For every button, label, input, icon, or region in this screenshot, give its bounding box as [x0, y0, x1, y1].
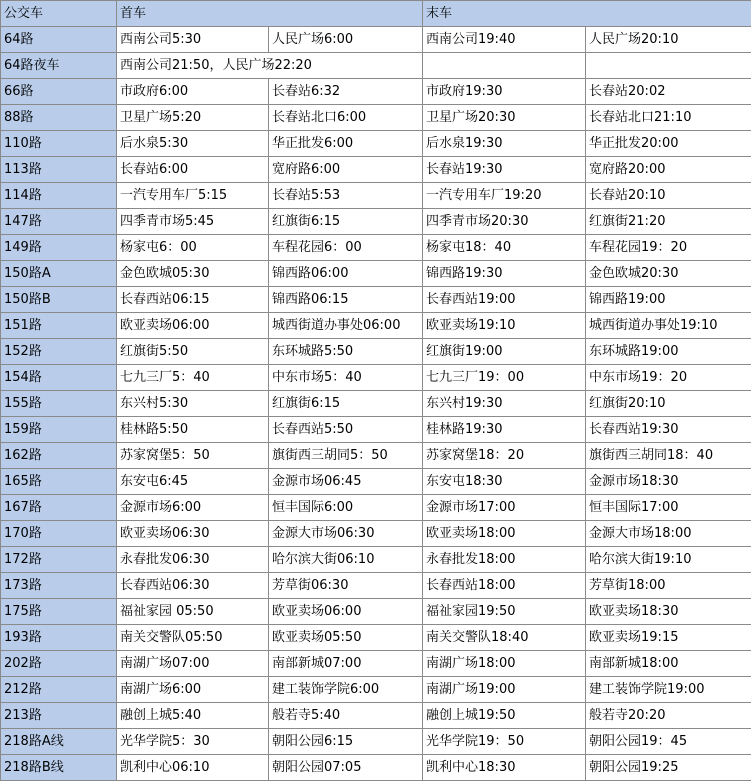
header-route: 公交车 [1, 1, 117, 27]
last-bus-start-cell: 锦西路19:30 [423, 261, 586, 287]
last-bus-end-cell: 金色欧城20:30 [586, 261, 751, 287]
table-row [1, 625, 751, 651]
table-row [1, 703, 751, 729]
first-bus-end-cell: 红旗街6:15 [269, 209, 423, 235]
first-bus-start-cell: 红旗街5:50 [117, 339, 269, 365]
table-row [1, 443, 751, 469]
table-row [1, 521, 751, 547]
first-bus-end-cell: 红旗街6:15 [269, 391, 423, 417]
last-bus-start-cell: 长春站19:30 [423, 157, 586, 183]
header-row [1, 1, 751, 27]
last-bus-end-cell: 恒丰国际17:00 [586, 495, 751, 521]
route-cell: 154路 [1, 365, 117, 391]
last-bus-start-cell: 凯利中心18:30 [423, 755, 586, 781]
route-cell: 155路 [1, 391, 117, 417]
last-bus-start-cell: 杨家屯18：40 [423, 235, 586, 261]
first-bus-end-cell: 朝阳公园6:15 [269, 729, 423, 755]
first-bus-start-cell: 永春批发06:30 [117, 547, 269, 573]
first-bus-start-cell: 四季青市场5:45 [117, 209, 269, 235]
first-bus-end-cell: 哈尔滨大街06:10 [269, 547, 423, 573]
route-cell: 113路 [1, 157, 117, 183]
table-row [1, 573, 751, 599]
last-bus-start-cell: 南湖广场19:00 [423, 677, 586, 703]
last-bus-start-cell: 福祉家园19:50 [423, 599, 586, 625]
route-cell: 170路 [1, 521, 117, 547]
last-bus-start-cell: 南关交警队18:40 [423, 625, 586, 651]
route-cell: 88路 [1, 105, 117, 131]
last-bus-start-cell: 长春西站19:00 [423, 287, 586, 313]
last-bus-end-cell: 东环城路19:00 [586, 339, 751, 365]
first-bus-end-cell: 长春站6:32 [269, 79, 423, 105]
last-bus-end-cell: 长春站20:10 [586, 183, 751, 209]
table-row [1, 339, 751, 365]
last-bus-start-cell: 金源市场17:00 [423, 495, 586, 521]
last-bus-end-cell: 芳草街18:00 [586, 573, 751, 599]
route-cell: 149路 [1, 235, 117, 261]
table-row [1, 677, 751, 703]
last-bus-end-cell: 旗街西三胡同18：40 [586, 443, 751, 469]
last-bus-end-cell: 金源市场18:30 [586, 469, 751, 495]
route-cell: 212路 [1, 677, 117, 703]
first-bus-start-cell: 欧亚卖场06:30 [117, 521, 269, 547]
last-bus-start-cell: 四季青市场20:30 [423, 209, 586, 235]
route-cell: 218路A线 [1, 729, 117, 755]
first-bus-end-cell: 长春站5:53 [269, 183, 423, 209]
last-bus-start-cell: 长春西站18:00 [423, 573, 586, 599]
first-bus-end-cell: 车程花园6：00 [269, 235, 423, 261]
first-bus-start-cell: 凯利中心06:10 [117, 755, 269, 781]
first-bus-end-cell: 金源市场06:45 [269, 469, 423, 495]
route-cell: 64路 [1, 27, 117, 53]
route-cell: 152路 [1, 339, 117, 365]
table-row [1, 105, 751, 131]
last-bus-end-cell: 中东市场19：20 [586, 365, 751, 391]
route-cell: 114路 [1, 183, 117, 209]
table-row [1, 391, 751, 417]
last-bus-start-cell: 后水泉19:30 [423, 131, 586, 157]
first-bus-end-cell: 人民广场6:00 [269, 27, 423, 53]
table-row [1, 183, 751, 209]
first-bus-end-cell: 欧亚卖场05:50 [269, 625, 423, 651]
route-cell: 150路B [1, 287, 117, 313]
first-bus-end-cell: 长春站北口6:00 [269, 105, 423, 131]
first-bus-start-cell: 东安屯6:45 [117, 469, 269, 495]
table-row [1, 599, 751, 625]
route-cell: 151路 [1, 313, 117, 339]
last-bus-start-cell: 光华学院19：50 [423, 729, 586, 755]
table-row [1, 547, 751, 573]
last-bus-start-cell: 东兴村19:30 [423, 391, 586, 417]
header-first-bus: 首车 [117, 1, 423, 27]
route-cell: 218路B线 [1, 755, 117, 781]
route-cell: 213路 [1, 703, 117, 729]
first-bus-start-cell: 卫星广场5:20 [117, 105, 269, 131]
last-bus-end-cell: 宽府路20:00 [586, 157, 751, 183]
first-bus-start-cell: 七九三厂5：40 [117, 365, 269, 391]
last-bus-start-cell: 市政府19:30 [423, 79, 586, 105]
first-bus-end-cell: 锦西路06:00 [269, 261, 423, 287]
last-bus-end-cell: 华正批发20:00 [586, 131, 751, 157]
first-bus-start-cell: 融创上城5:40 [117, 703, 269, 729]
first-bus-start-cell: 市政府6:00 [117, 79, 269, 105]
first-bus-end-cell: 芳草街06:30 [269, 573, 423, 599]
first-bus-end-cell: 金源大市场06:30 [269, 521, 423, 547]
first-bus-start-cell: 西南公司5:30 [117, 27, 269, 53]
first-bus-start-cell: 长春西站06:15 [117, 287, 269, 313]
first-bus-start-cell: 一汽专用车厂5:15 [117, 183, 269, 209]
table-row [1, 157, 751, 183]
last-bus-end-cell: 金源大市场18:00 [586, 521, 751, 547]
table-row [1, 729, 751, 755]
first-bus-end-cell: 般若寺5:40 [269, 703, 423, 729]
first-bus-end-cell: 恒丰国际6:00 [269, 495, 423, 521]
last-bus-end-cell [586, 53, 751, 79]
table-row [1, 131, 751, 157]
last-bus-start-cell: 西南公司19:40 [423, 27, 586, 53]
first-bus-end-cell: 城西街道办事处06:00 [269, 313, 423, 339]
first-bus-end-cell: 旗街西三胡同5：50 [269, 443, 423, 469]
first-bus-end-cell: 锦西路06:15 [269, 287, 423, 313]
last-bus-end-cell: 般若寺20:20 [586, 703, 751, 729]
table-row [1, 53, 751, 79]
table-row [1, 755, 751, 781]
first-bus-start-cell: 南湖广场07:00 [117, 651, 269, 677]
first-bus-start-cell: 桂林路5:50 [117, 417, 269, 443]
first-bus-start-cell: 南湖广场6:00 [117, 677, 269, 703]
table-row [1, 313, 751, 339]
last-bus-start-cell: 欧亚卖场19:10 [423, 313, 586, 339]
last-bus-end-cell: 长春西站19:30 [586, 417, 751, 443]
first-bus-merged-cell: 西南公司21:50，人民广场22:20 [117, 53, 423, 79]
table-row [1, 469, 751, 495]
last-bus-start-cell: 红旗街19:00 [423, 339, 586, 365]
last-bus-end-cell: 朝阳公园19:25 [586, 755, 751, 781]
last-bus-start-cell: 一汽专用车厂19:20 [423, 183, 586, 209]
route-cell: 167路 [1, 495, 117, 521]
first-bus-start-cell: 福祉家园 05:50 [117, 599, 269, 625]
table-row [1, 209, 751, 235]
last-bus-start-cell: 南湖广场18:00 [423, 651, 586, 677]
table-row [1, 365, 751, 391]
last-bus-end-cell: 南部新城18:00 [586, 651, 751, 677]
last-bus-start-cell: 欧亚卖场18:00 [423, 521, 586, 547]
table-row [1, 495, 751, 521]
route-cell: 110路 [1, 131, 117, 157]
last-bus-end-cell: 建工装饰学院19:00 [586, 677, 751, 703]
route-cell: 172路 [1, 547, 117, 573]
last-bus-end-cell: 长春站20:02 [586, 79, 751, 105]
last-bus-end-cell: 车程花园19：20 [586, 235, 751, 261]
first-bus-start-cell: 金色欧城05:30 [117, 261, 269, 287]
last-bus-end-cell: 城西街道办事处19:10 [586, 313, 751, 339]
first-bus-start-cell: 杨家屯6：00 [117, 235, 269, 261]
first-bus-end-cell: 中东市场5：40 [269, 365, 423, 391]
table-row [1, 417, 751, 443]
last-bus-start-cell: 融创上城19:50 [423, 703, 586, 729]
last-bus-start-cell: 七九三厂19：00 [423, 365, 586, 391]
last-bus-start-cell: 苏家窝堡18：20 [423, 443, 586, 469]
last-bus-end-cell: 锦西路19:00 [586, 287, 751, 313]
first-bus-end-cell: 东环城路5:50 [269, 339, 423, 365]
first-bus-end-cell: 宽府路6:00 [269, 157, 423, 183]
last-bus-end-cell: 红旗街21:20 [586, 209, 751, 235]
table-body [1, 1, 751, 781]
first-bus-end-cell: 欧亚卖场06:00 [269, 599, 423, 625]
last-bus-end-cell: 人民广场20:10 [586, 27, 751, 53]
route-cell: 150路A [1, 261, 117, 287]
last-bus-start-cell: 卫星广场20:30 [423, 105, 586, 131]
route-cell: 64路夜车 [1, 53, 117, 79]
first-bus-start-cell: 欧亚卖场06:00 [117, 313, 269, 339]
first-bus-start-cell: 金源市场6:00 [117, 495, 269, 521]
last-bus-start-cell: 东安屯18:30 [423, 469, 586, 495]
first-bus-end-cell: 朝阳公园07:05 [269, 755, 423, 781]
last-bus-start-cell: 桂林路19:30 [423, 417, 586, 443]
table-row [1, 261, 751, 287]
table-row [1, 27, 751, 53]
last-bus-end-cell: 朝阳公园19：45 [586, 729, 751, 755]
route-cell: 162路 [1, 443, 117, 469]
first-bus-start-cell: 南关交警队05:50 [117, 625, 269, 651]
route-cell: 165路 [1, 469, 117, 495]
first-bus-end-cell: 长春西站5:50 [269, 417, 423, 443]
table-row [1, 79, 751, 105]
last-bus-end-cell: 欧亚卖场19:15 [586, 625, 751, 651]
first-bus-end-cell: 建工装饰学院6:00 [269, 677, 423, 703]
route-cell: 175路 [1, 599, 117, 625]
route-cell: 193路 [1, 625, 117, 651]
table-row [1, 651, 751, 677]
first-bus-start-cell: 东兴村5:30 [117, 391, 269, 417]
header-last-bus: 末车 [423, 1, 751, 27]
first-bus-end-cell: 华正批发6:00 [269, 131, 423, 157]
first-bus-start-cell: 光华学院5：30 [117, 729, 269, 755]
last-bus-end-cell: 欧亚卖场18:30 [586, 599, 751, 625]
first-bus-start-cell: 后水泉5:30 [117, 131, 269, 157]
table-row [1, 287, 751, 313]
route-cell: 202路 [1, 651, 117, 677]
first-bus-start-cell: 长春西站06:30 [117, 573, 269, 599]
route-cell: 159路 [1, 417, 117, 443]
first-bus-end-cell: 南部新城07:00 [269, 651, 423, 677]
last-bus-start-cell: 永春批发18:00 [423, 547, 586, 573]
route-cell: 147路 [1, 209, 117, 235]
route-cell: 173路 [1, 573, 117, 599]
last-bus-start-cell [423, 53, 586, 79]
route-cell: 66路 [1, 79, 117, 105]
last-bus-end-cell: 红旗街20:10 [586, 391, 751, 417]
table-row [1, 235, 751, 261]
first-bus-start-cell: 苏家窝堡5：50 [117, 443, 269, 469]
last-bus-end-cell: 长春站北口21:10 [586, 105, 751, 131]
last-bus-end-cell: 哈尔滨大街19:10 [586, 547, 751, 573]
first-bus-start-cell: 长春站6:00 [117, 157, 269, 183]
